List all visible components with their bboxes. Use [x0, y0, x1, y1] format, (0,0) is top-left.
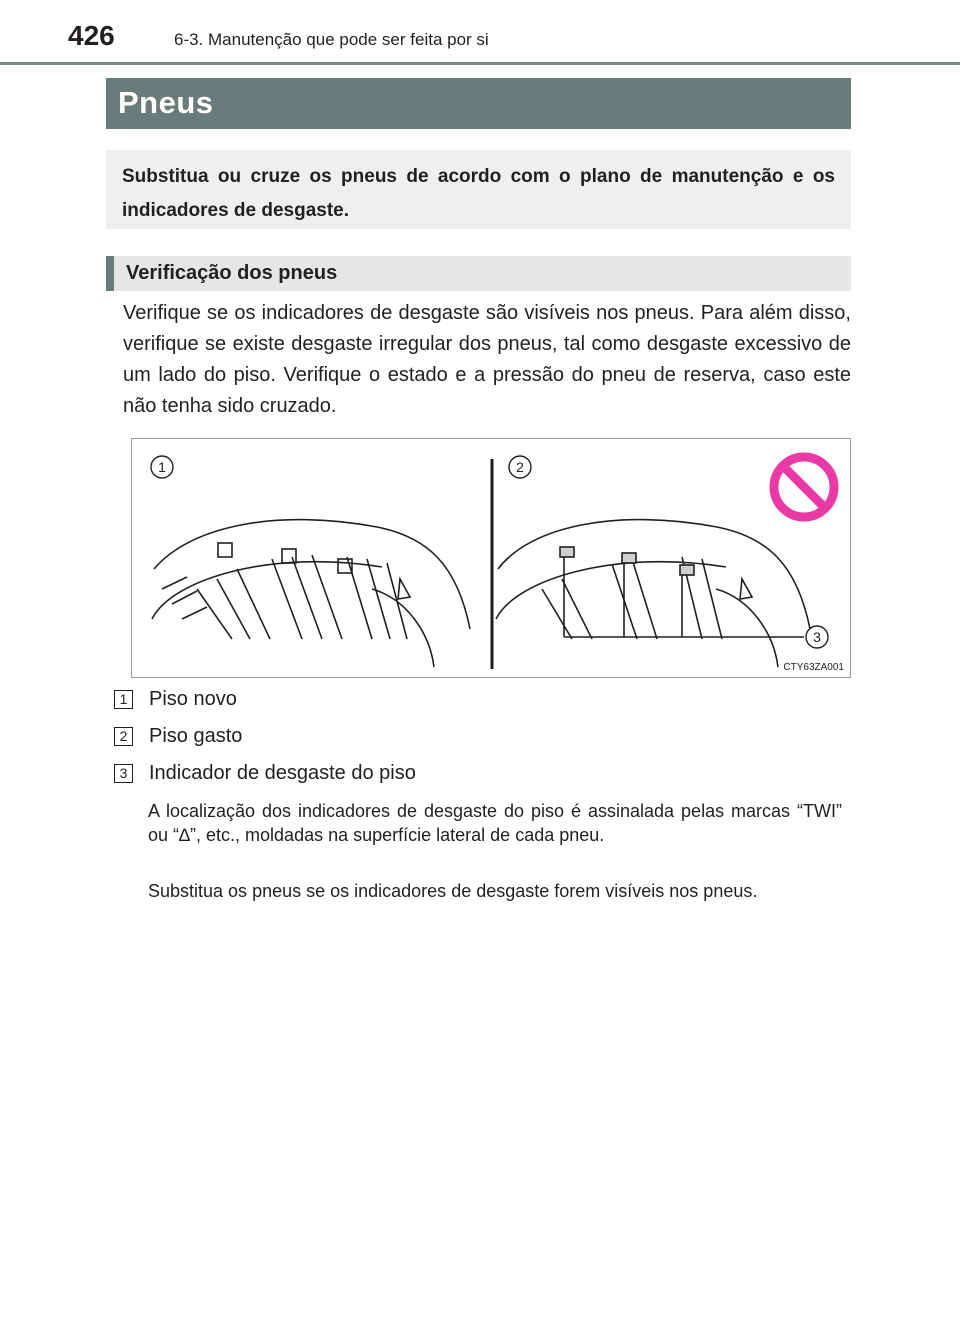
legend-label: Piso novo: [149, 688, 237, 710]
callout-1: 1: [158, 459, 166, 475]
legend-label: Piso gasto: [149, 725, 243, 747]
legend-label: Indicador de desgaste do piso: [149, 762, 416, 784]
prohibited-icon: [774, 457, 834, 517]
title-bar: [106, 78, 851, 129]
callout-2: 2: [516, 459, 524, 475]
tire-illustration: [131, 438, 851, 678]
header-rule: [0, 62, 960, 65]
page-number: 426: [68, 20, 115, 51]
new-tread-drawing: [152, 520, 470, 667]
legend-number: 1: [114, 690, 133, 709]
intro-text: Substitua ou cruze os pneus de acordo com o plano de manutenção e os indicadores de desgaste.: [122, 166, 835, 221]
legend-number: 2: [114, 727, 133, 746]
section-accent: [106, 256, 114, 291]
callout-3: 3: [813, 629, 821, 645]
callout-circles: [151, 456, 828, 648]
page-header: [0, 0, 960, 66]
chapter-title: 6-3. Manutenção que pode ser feita por si: [174, 30, 489, 49]
section-heading-bar: [106, 256, 851, 291]
section-heading: Verificação dos pneus: [126, 262, 338, 284]
body-paragraph: Verifique se os indicadores de desgaste são visíveis nos pneus. Para além disso, verifique se existe desgaste irregular dos pneus, tal como desgaste excessivo de um lado do piso. Verifique o estado e a pressão do pneu de reserva, caso este não tenha sido cruzado.: [123, 302, 851, 417]
page-title: Pneus: [118, 85, 214, 120]
legend-number: 3: [114, 764, 133, 783]
note-paragraph: Substitua os pneus se os indicadores de desgaste forem visíveis nos pneus.: [148, 881, 758, 901]
intro-box: [106, 150, 851, 229]
figure-code: CTY63ZA001: [783, 662, 844, 673]
tire-illustration-drawing: [132, 439, 852, 679]
note-paragraph: A localização dos indicadores de desgaste do piso é assinalada pelas marcas “TWI” ou “∆”, etc., moldadas na superfície lateral de cada pneu.: [148, 801, 842, 845]
worn-tread-drawing: [496, 520, 810, 667]
